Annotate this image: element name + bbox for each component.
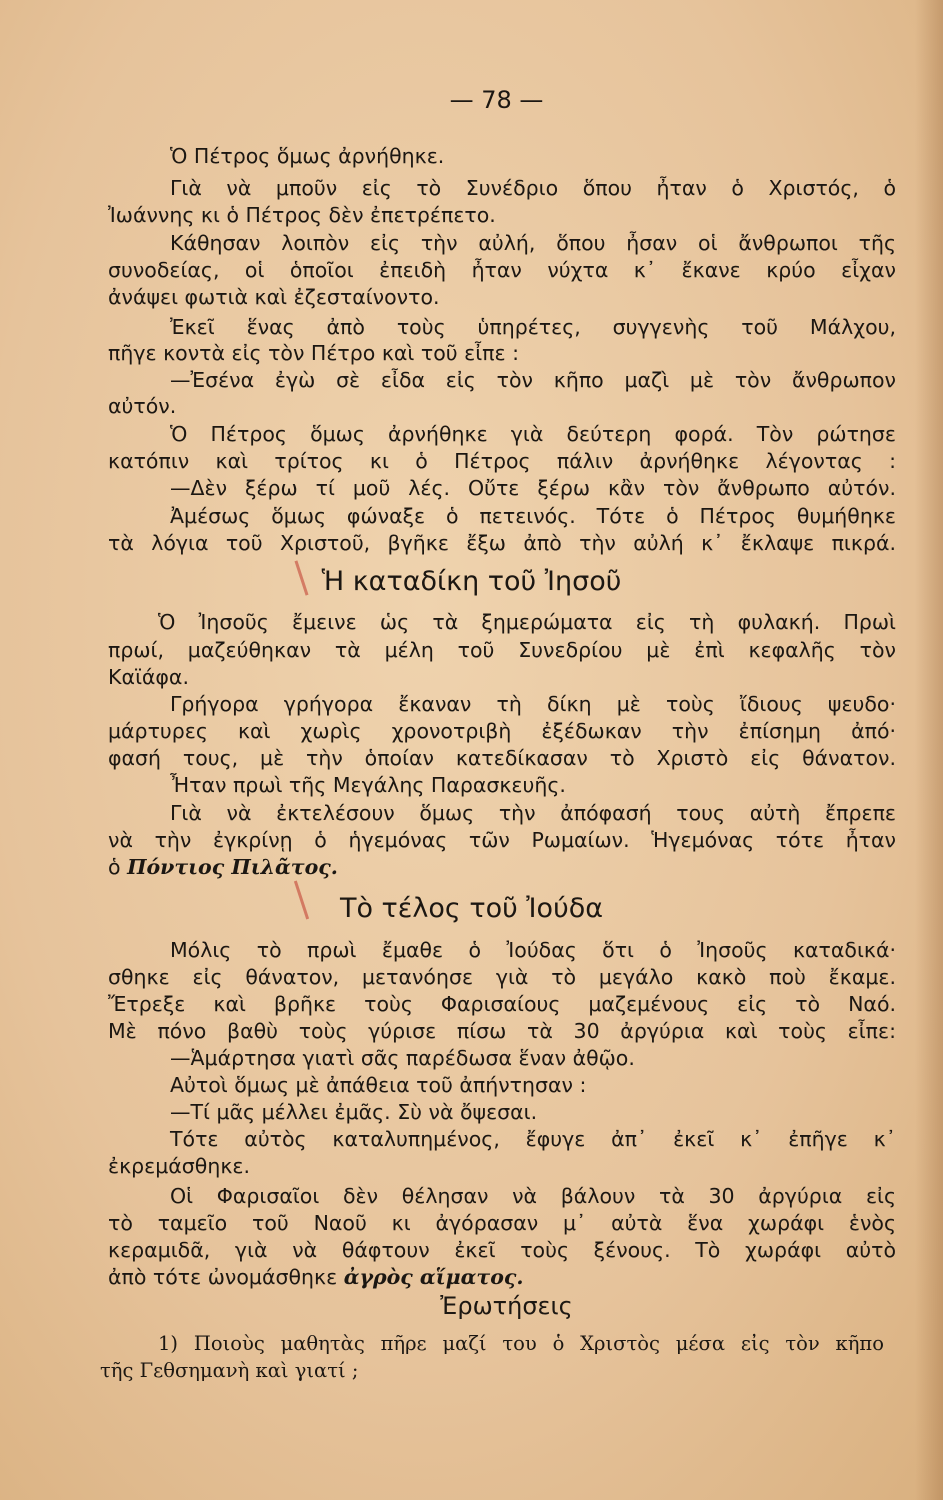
- text-line: Ἰωάννης κι ὁ Πέτρος δὲν ἐπετρέπετο.: [108, 203, 496, 227]
- text-line: αὐτόν.: [108, 394, 177, 418]
- emphasis-term: ἀγρὸς αἵματος.: [343, 1265, 524, 1289]
- text-line: —Δὲν ξέρω τί μοῦ λές. Οὔτε ξέρω κἂν τὸν ἄνθρωπο αὐτόν.: [170, 476, 896, 500]
- text-line: ἐκρεμάσθηκε.: [108, 1154, 251, 1178]
- text-line: Γιὰ νὰ ἐκτελέσουν ὅμως τὴν ἀπόφασή τους αὐτὴ ἔπρεπε: [170, 801, 896, 825]
- text-line: νὰ τὴν ἐγκρίνῃ ὁ ἡγεμόνας τῶν Ρωμαίων. Ἡγεμόνας τότε ἦταν: [108, 828, 896, 852]
- text-line: Ὁ Πέτρος ὅμως ἀρνήθηκε γιὰ δεύτερη φορά. Τὸν ρώτησε: [170, 422, 896, 446]
- text-line: τὸ ταμεῖο τοῦ Ναοῦ κι ἀγόρασαν μ᾿ αὐτὰ ἕνα χωράφι ἑνὸς: [108, 1211, 896, 1235]
- section-heading: Τὸ τέλος τοῦ Ἰούδα: [339, 893, 604, 924]
- text-line: πρωί, μαζεύθηκαν τὰ μέλη τοῦ Συνεδρίου μὲ ἐπὶ κεφαλῆς τὸν: [108, 638, 896, 662]
- text-line: κεραμιδᾶ, γιὰ νὰ θάφτουν ἐκεῖ τοὺς ξένους. Τὸ χωράφι αὐτὸ: [108, 1238, 896, 1262]
- text-line: Οἱ Φαρισαῖοι δὲν θέλησαν νὰ βάλουν τὰ 30 ἀργύρια εἰς: [170, 1184, 896, 1208]
- text-line: πῆγε κοντὰ εἰς τὸν Πέτρο καὶ τοῦ εἶπε :: [108, 341, 520, 365]
- text-line: —Ἁμάρτησα γιατὶ σᾶς παρέδωσα ἕναν ἀθῷο.: [170, 1046, 635, 1070]
- emphasis-name: Πόντιος Πιλᾶτος.: [127, 855, 338, 879]
- text-fragment: ἀπὸ τότε ὠνομάσθηκε: [108, 1265, 338, 1289]
- text-line: [108, 1264, 896, 1291]
- text-line: ἀνάψει φωτιὰ καὶ ἐζεσταίνοντο.: [108, 285, 440, 309]
- text-line: Τότε αὐτὸς καταλυπημένος, ἔφυγε ἀπ᾿ ἐκεῖ κ᾿ ἐπῆγε κ᾿: [170, 1127, 896, 1151]
- text-line: Ἔτρεξε καὶ βρῆκε τοὺς Φαρισαίους μαζεμένους εἰς τὸ Ναό.: [108, 992, 896, 1016]
- question-line: τῆς Γεθσημανὴ καὶ γιατί ;: [100, 1359, 359, 1382]
- text-line: σθηκε εἰς θάνατον, μετανόησε γιὰ τὸ μεγάλο κακὸ ποὺ ἔκαμε.: [108, 965, 896, 989]
- text-line: Καϊάφα.: [108, 665, 189, 689]
- text-line: Μὲ πόνο βαθὺ τοὺς γύρισε πίσω τὰ 30 ἀργύρια καὶ τοὺς εἶπε:: [108, 1019, 896, 1043]
- text-line: Γρήγορα γρήγορα ἔκαναν τὴ δίκη μὲ τοὺς ἴδιους ψευδο·: [170, 692, 896, 716]
- text-line: Μόλις τὸ πρωὶ ἔμαθε ὁ Ἰούδας ὅτι ὁ Ἰησοῦς καταδικά·: [170, 938, 896, 962]
- text-line: συνοδείας, οἱ ὁποῖοι ἐπειδὴ ἦταν νύχτα κ᾿ ἔκανε κρύο εἶχαν: [108, 258, 896, 282]
- text-line: —Τί μᾶς μέλλει ἐμᾶς. Σὺ νὰ ὄψεσαι.: [170, 1100, 538, 1124]
- page-number: — 78 —: [449, 86, 544, 114]
- text-line: Ὁ Ἰησοῦς ἔμεινε ὡς τὰ ξημερώματα εἰς τὴ φυλακή. Πρωὶ: [158, 610, 896, 634]
- page-edge-shadow: [915, 0, 943, 1500]
- text-line: τὰ λόγια τοῦ Χριστοῦ, βγῆκε ἔξω ἀπὸ τὴν αὐλή κ᾿ ἔκλαψε πικρά.: [108, 531, 896, 555]
- text-fragment: ὁ: [108, 855, 121, 879]
- text-line: Γιὰ νὰ μποῦν εἰς τὸ Συνέδριο ὅπου ἦταν ὁ Χριστός, ὁ: [170, 176, 896, 200]
- question-line: 1) Ποιοὺς μαθητὰς πῆρε μαζί του ὁ Χριστὸς μέσα εἰς τὸν κῆπο: [158, 1332, 884, 1355]
- text-line: φασή τους, μὲ τὴν ὁποίαν κατεδίκασαν τὸ Χριστὸ εἰς θάνατον.: [108, 746, 896, 770]
- text-line: κατόπιν καὶ τρίτος κι ὁ Πέτρος πάλιν ἀρνήθηκε λέγοντας :: [108, 449, 896, 473]
- text-line: Ἀμέσως ὅμως φώναξε ὁ πετεινός. Τότε ὁ Πέτρος θυμήθηκε: [170, 504, 896, 528]
- text-line: Ὁ Πέτρος ὅμως ἀρνήθηκε.: [170, 144, 445, 168]
- text-line: [108, 854, 896, 881]
- text-line: —Ἐσένα ἐγὼ σὲ εἶδα εἰς τὸν κῆπο μαζὶ μὲ τὸν ἄνθρωπον: [170, 368, 896, 392]
- text-line: μάρτυρες καὶ χωρὶς χρονοτριβὴ ἐξέδωκαν τὴν ἐπίσημη ἀπό·: [108, 719, 896, 743]
- questions-heading: Ἐρωτήσεις: [440, 1292, 573, 1320]
- section-heading: Ἡ καταδίκη τοῦ Ἰησοῦ: [321, 566, 622, 597]
- text-line: Ἐκεῖ ἕνας ἀπὸ τοὺς ὑπηρέτες, συγγενὴς τοῦ Μάλχου,: [170, 315, 896, 339]
- text-line: Ἦταν πρωὶ τῆς Μεγάλης Παρασκευῆς.: [170, 773, 566, 797]
- text-line: Κάθησαν λοιπὸν εἰς τὴν αὐλή, ὅπου ἦσαν οἱ ἄνθρωποι τῆς: [170, 231, 896, 255]
- text-line: Αὐτοὶ ὅμως μὲ ἀπάθεια τοῦ ἀπήντησαν :: [170, 1073, 587, 1097]
